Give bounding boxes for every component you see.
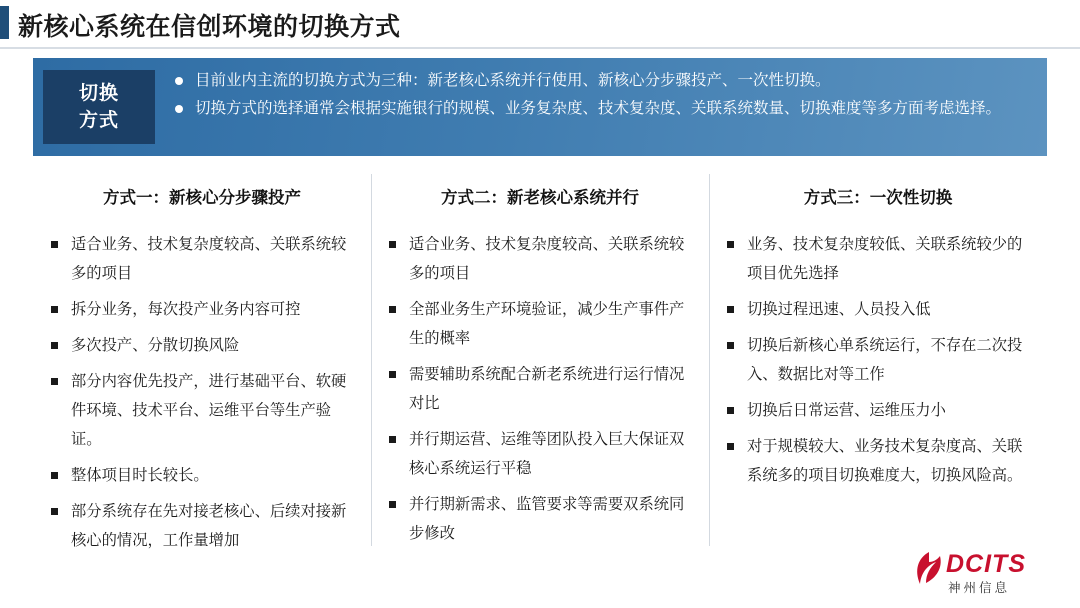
square-bullet-icon bbox=[727, 306, 734, 313]
list-item-text: 业务、技术复杂度较低、关联系统较少的项目优先选择 bbox=[747, 236, 1023, 282]
list-item-text: 部分系统存在先对接老核心、后续对接新核心的情况，工作量增加 bbox=[71, 503, 347, 549]
list-item-text: 切换后新核心单系统运行，不存在二次投入、数据比对等工作 bbox=[747, 337, 1023, 383]
list-item-text: 对于规模较大、业务技术复杂度高、关联系统多的项目切换难度大，切换风险高。 bbox=[747, 438, 1023, 484]
list-item bbox=[723, 432, 1033, 490]
list-item bbox=[723, 230, 1033, 288]
banner-label bbox=[43, 70, 155, 144]
banner-bullet-list bbox=[173, 68, 1033, 124]
logo-swoosh-icon bbox=[912, 550, 946, 588]
list-item-text: 整体项目时长较长。 bbox=[71, 467, 209, 484]
list-item bbox=[385, 230, 695, 288]
list-item-text: 拆分业务，每次投产业务内容可控 bbox=[71, 301, 301, 318]
list-item-text: 并行期新需求、监管要求等需要双系统同步修改 bbox=[409, 496, 685, 542]
square-bullet-icon bbox=[389, 501, 396, 508]
square-bullet-icon bbox=[389, 436, 396, 443]
list-item bbox=[385, 295, 695, 353]
company-logo bbox=[912, 548, 1062, 598]
list-item-text: 适合业务、技术复杂度较高、关联系统较多的项目 bbox=[71, 236, 347, 282]
column-item-list bbox=[385, 230, 695, 548]
bullet-dot-icon bbox=[175, 77, 183, 85]
banner-bullet bbox=[173, 68, 1033, 94]
list-item-text: 全部业务生产环境验证，减少生产事件产生的概率 bbox=[409, 301, 685, 347]
banner-label-line2: 方式 bbox=[78, 110, 119, 131]
square-bullet-icon bbox=[727, 443, 734, 450]
list-item bbox=[47, 331, 357, 360]
title-accent-bar bbox=[0, 6, 9, 39]
list-item bbox=[723, 295, 1033, 324]
square-bullet-icon bbox=[727, 342, 734, 349]
logo-wordmark: DCITS bbox=[946, 550, 1026, 578]
square-bullet-icon bbox=[51, 241, 58, 248]
list-item bbox=[385, 360, 695, 418]
banner-bullet-text: 切换方式的选择通常会根据实施银行的规模、业务复杂度、技术复杂度、关联系统数量、切换难度等多方面考虑选择。 bbox=[195, 100, 1002, 117]
column-item-list bbox=[47, 230, 357, 555]
list-item bbox=[47, 367, 357, 454]
square-bullet-icon bbox=[389, 241, 396, 248]
square-bullet-icon bbox=[51, 472, 58, 479]
slide-title-bar bbox=[0, 0, 1080, 48]
list-item-text: 需要辅助系统配合新老系统进行运行情况对比 bbox=[409, 366, 685, 412]
title-divider bbox=[0, 47, 1080, 49]
list-item bbox=[47, 461, 357, 490]
list-item bbox=[723, 396, 1033, 425]
list-item bbox=[385, 490, 695, 548]
list-item-text: 切换过程迅速、人员投入低 bbox=[747, 301, 931, 318]
list-item-text: 多次投产、分散切换风险 bbox=[71, 337, 240, 354]
square-bullet-icon bbox=[51, 378, 58, 385]
list-item bbox=[47, 295, 357, 324]
square-bullet-icon bbox=[727, 407, 734, 414]
square-bullet-icon bbox=[51, 508, 58, 515]
square-bullet-icon bbox=[389, 371, 396, 378]
banner-bullet-text: 目前业内主流的切换方式为三种：新老核心系统并行使用、新核心分步骤投产、一次性切换。 bbox=[195, 72, 831, 89]
square-bullet-icon bbox=[389, 306, 396, 313]
column-option-two bbox=[371, 166, 709, 556]
column-option-three bbox=[709, 166, 1047, 556]
list-item-text: 并行期运营、运维等团队投入巨大保证双核心系统运行平稳 bbox=[409, 431, 685, 477]
logo-subtext: 神州信息 bbox=[948, 581, 1011, 595]
list-item bbox=[47, 230, 357, 288]
summary-banner bbox=[33, 58, 1047, 156]
column-heading: 方式二：新老核心系统并行 bbox=[441, 189, 639, 207]
list-item-text: 适合业务、技术复杂度较高、关联系统较多的项目 bbox=[409, 236, 685, 282]
square-bullet-icon bbox=[727, 241, 734, 248]
list-item-text: 部分内容优先投产，进行基础平台、软硬件环境、技术平台、运维平台等生产验证。 bbox=[71, 373, 347, 448]
square-bullet-icon bbox=[51, 306, 58, 313]
list-item bbox=[47, 497, 357, 555]
list-item bbox=[385, 425, 695, 483]
columns-container bbox=[33, 166, 1047, 556]
list-item-text: 切换后日常运营、运维压力小 bbox=[747, 402, 946, 419]
column-option-one bbox=[33, 166, 371, 556]
banner-label-line1: 切换 bbox=[78, 83, 119, 104]
banner-bullet bbox=[173, 96, 1033, 122]
list-item bbox=[723, 331, 1033, 389]
page-title: 新核心系统在信创环境的切换方式 bbox=[18, 13, 401, 41]
column-item-list bbox=[723, 230, 1033, 490]
column-heading: 方式三：一次性切换 bbox=[803, 189, 953, 207]
bullet-dot-icon bbox=[175, 105, 183, 113]
square-bullet-icon bbox=[51, 342, 58, 349]
column-heading: 方式一：新核心分步骤投产 bbox=[103, 189, 301, 207]
